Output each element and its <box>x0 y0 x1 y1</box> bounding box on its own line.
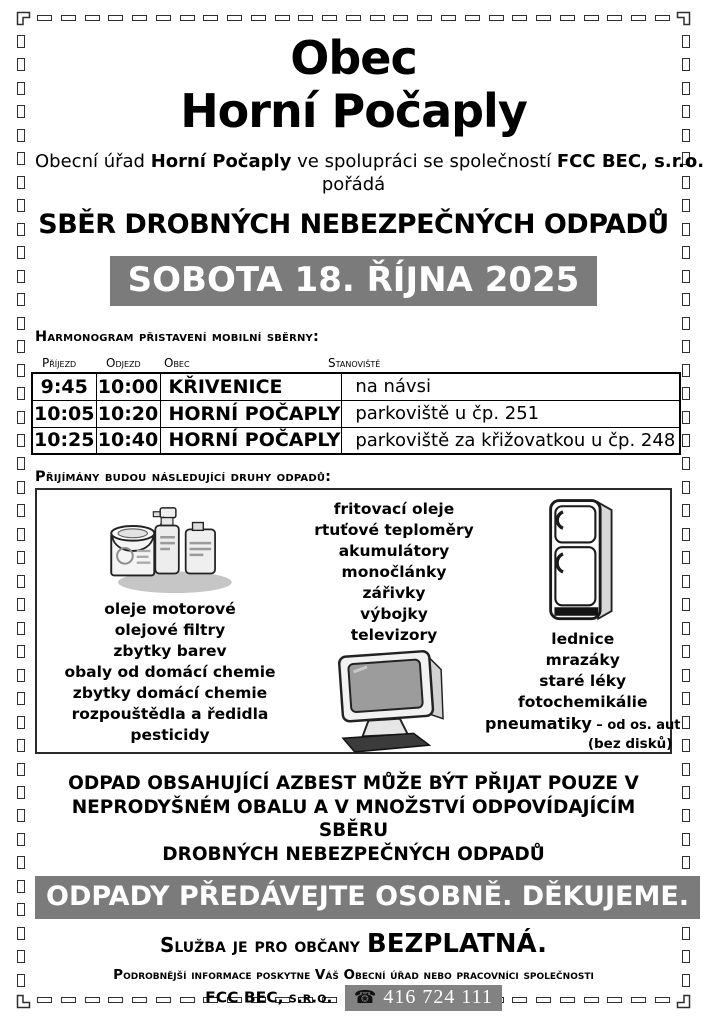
departure-cell: 10:40 <box>96 427 160 454</box>
arrival-cell: 10:05 <box>32 400 96 427</box>
title-line2: Horní Počaply <box>180 84 527 138</box>
waste-item: obaly od domácí chemie <box>64 663 276 681</box>
location-cell: parkoviště u čp. 251 <box>342 400 680 427</box>
waste-list-right <box>518 629 648 713</box>
phone-number: 416 724 111 <box>383 986 493 1008</box>
waste-item: zářivky <box>362 584 426 602</box>
chemical-containers-image <box>101 500 239 596</box>
waste-item: fotochemikálie <box>517 693 648 711</box>
intro-text: Obecní úřad <box>35 151 151 172</box>
perforation-border-left <box>17 35 26 987</box>
phone-icon: ☎ <box>353 986 377 1008</box>
waste-item: rozpouštědla a ředidla <box>71 705 269 723</box>
refrigerator-image <box>543 496 623 627</box>
schedule-caption: Harmonogram přistavení mobilní sběrny: <box>35 329 319 345</box>
free-service-line <box>35 929 672 959</box>
waste-item: monočlánky <box>341 563 447 581</box>
waste-item: výbojky <box>360 605 428 623</box>
free-service-text: Služba je pro občany <box>159 933 367 957</box>
waste-list-middle <box>314 499 474 646</box>
waste-item: mrazáky <box>545 651 620 669</box>
table-row <box>32 427 680 454</box>
arrival-cell: 10:25 <box>32 427 96 454</box>
waste-types-box <box>35 488 681 754</box>
date-banner: SOBOTA 18. ŘÍJNA 2025 <box>110 256 598 306</box>
waste-item-note: – od os. aut <box>591 718 681 733</box>
column-header-departure: Odjezd <box>106 356 141 370</box>
waste-list-left <box>64 599 275 746</box>
phone-chip <box>345 985 502 1011</box>
free-service-bold: BEZPLATNÁ. <box>366 929 548 959</box>
waste-item: staré léky <box>539 672 627 690</box>
departure-cell: 10:00 <box>96 373 160 400</box>
company-name: FCC BEC, s.r.o. <box>205 988 333 1007</box>
asbestos-line: NEPRODYŠNÉM OBALU A V MNOŽSTVÍ ODPOVÍDAJÍCÍM SBĚRU <box>71 796 636 841</box>
waste-item: televizory <box>350 626 438 644</box>
waste-column-left <box>37 490 303 754</box>
waste-column-middle <box>303 490 485 754</box>
waste-item: zbytky domácí chemie <box>72 684 268 702</box>
corner-bracket-icon <box>676 994 691 1009</box>
waste-item: akumulátory <box>338 542 450 560</box>
column-header-location: Stanoviště <box>328 356 381 370</box>
crt-monitor-image <box>335 648 453 754</box>
table-row <box>32 373 680 400</box>
column-header-arrival: Příjezd <box>42 356 77 370</box>
location-cell: na návsi <box>342 373 680 400</box>
waste-caption: Přijímány budou následující druhy odpadů: <box>35 469 332 485</box>
corner-bracket-icon <box>16 11 31 26</box>
corner-bracket-icon <box>16 994 31 1009</box>
location-cell: parkoviště za křižovatkou u čp. 248 <box>342 427 680 454</box>
table-row <box>32 400 680 427</box>
schedule-table <box>31 372 681 455</box>
flyer-content <box>34 0 705 1011</box>
asbestos-notice <box>35 772 672 866</box>
footer-company-line <box>35 985 672 1011</box>
waste-item: lednice <box>551 630 615 648</box>
intro-bold-municipality: Horní Počaply <box>150 151 292 172</box>
waste-item: zbytky barev <box>113 642 227 660</box>
waste-item: pesticidy <box>130 726 210 744</box>
departure-cell: 10:20 <box>96 400 160 427</box>
waste-column-right <box>485 490 680 754</box>
intro-line2: pořádá <box>321 174 386 195</box>
footer-info-line: Podrobnější informace poskytne Váš Obecní úřad nebo pracovníci společnosti <box>113 967 594 983</box>
asbestos-line: DROBNÝCH NEBEZPEČNÝCH ODPADŮ <box>162 843 545 865</box>
page-title <box>35 32 672 138</box>
intro-text: ve spolupráci se společností <box>291 151 557 172</box>
intro-line <box>35 150 705 173</box>
village-cell: HORNÍ POČAPLY <box>160 400 342 427</box>
corner-bracket-icon <box>676 11 691 26</box>
waste-item: fritovací oleje <box>333 500 455 518</box>
perforation-border-right <box>682 35 691 987</box>
title-line1: Obec <box>290 31 417 85</box>
asbestos-line: ODPAD OBSAHUJÍCÍ AZBEST MŮŽE BÝT PŘIJAT POUZE V <box>68 773 639 794</box>
waste-item: pneumatiky <box>485 714 592 733</box>
schedule-header-row <box>35 356 672 370</box>
village-cell: KŘIVENICE <box>160 373 342 400</box>
waste-item-note2: (bez disků) <box>587 736 673 752</box>
collection-heading: SBĚR DROBNÝCH NEBEZPEČNÝCH ODPADŮ <box>38 209 669 240</box>
waste-item: oleje motorové <box>104 600 236 618</box>
intro-bold-company: FCC BEC, s.r.o. <box>556 151 705 172</box>
waste-item: olejové filtry <box>114 621 226 639</box>
waste-item-tyres <box>485 713 680 736</box>
waste-item: rtuťové teploměry <box>314 521 474 539</box>
handover-banner: ODPADY PŘEDÁVEJTE OSOBNĚ. DĚKUJEME. <box>35 876 700 919</box>
column-header-village: Obec <box>164 356 190 370</box>
arrival-cell: 9:45 <box>32 373 96 400</box>
village-cell: HORNÍ POČAPLY <box>160 427 342 454</box>
